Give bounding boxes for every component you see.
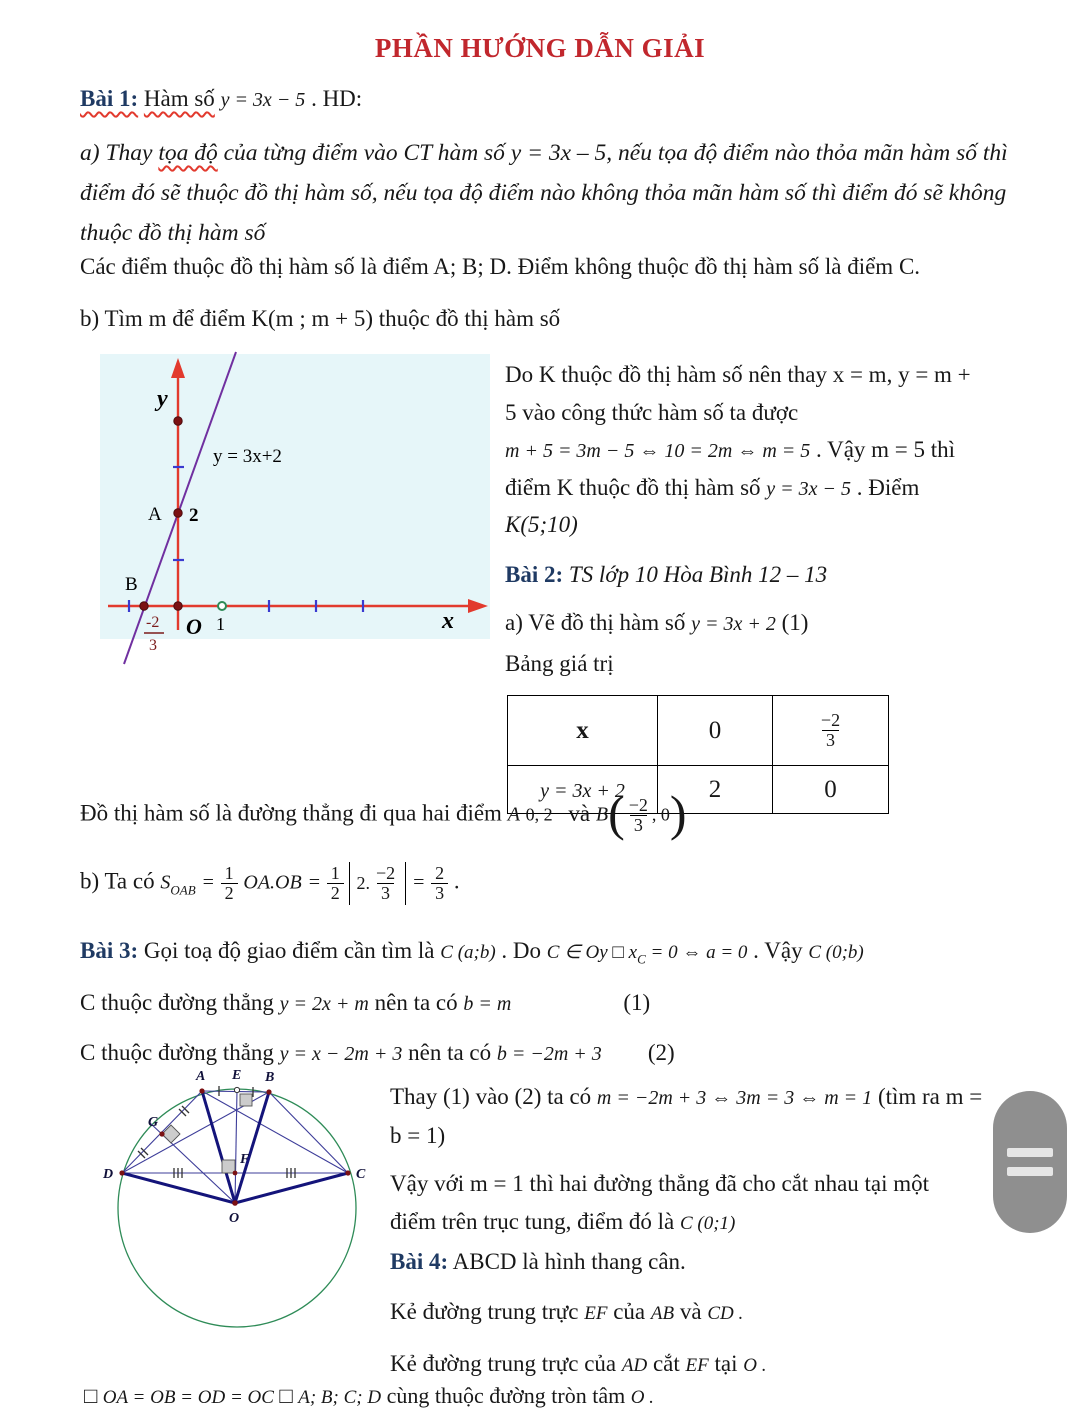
bai3-bai4-solution-column	[390, 1078, 1018, 1385]
bai1-heading	[80, 86, 362, 112]
ke1-ab: AB	[650, 1303, 675, 1324]
through-b-rest: , 0	[651, 804, 670, 825]
bai4-label: Bài 4:	[390, 1249, 449, 1274]
label-B: B	[265, 1070, 275, 1085]
para-a-pre: a) Thay	[80, 140, 159, 166]
ke1-pre: Kẻ đường trung trực	[390, 1299, 585, 1324]
label-C: C	[356, 1167, 366, 1182]
through-a-coords: 0, 2	[525, 804, 553, 825]
label-O: O	[229, 1211, 240, 1226]
bai2-label: Bài 2:	[505, 562, 564, 587]
svg-text:-2: -2	[146, 614, 160, 631]
c2-math2: b = −2m + 3	[496, 1043, 602, 1065]
bai1-hamso: Hàm số	[143, 86, 215, 111]
ke1-cd: CD .	[707, 1303, 744, 1324]
bai3-t1: Gọi toạ độ giao điểm cần tìm là	[138, 938, 441, 963]
point-F	[233, 1171, 238, 1176]
absolute-value	[349, 862, 406, 905]
para-a-rest: của từng điểm vào CT hàm số y = 3x – 5, nếu tọa độ điểm nào thỏa mãn hàm số thì điểm đó sẽ thuộc đồ thị hàm số, nếu tọa độ điểm nào không thỏa mãn hàm số thì điểm đó sẽ không thuộc đồ thị hàm số	[80, 140, 1008, 246]
vay2-math: C (0;1)	[679, 1213, 736, 1234]
bai2-part-a	[505, 604, 1017, 643]
point-C	[345, 1170, 350, 1175]
s-subscript: OAB	[170, 882, 196, 898]
sline-end: .	[453, 868, 460, 894]
bai1-part-b-line: b) Tìm m để điểm K(m ; m + 5) thuộc đồ thị hàm số	[80, 306, 561, 331]
bai1-points-line: Các điểm thuộc đồ thị hàm số là điểm A; B; D. Điểm không thuộc đồ thị hàm số là điểm C.	[80, 254, 921, 279]
label-E: E	[232, 1068, 242, 1083]
ke-line2	[390, 1345, 1018, 1385]
bai2-a-post: (1)	[775, 610, 809, 635]
bai2-a-pre: a) Vẽ đồ thị hàm số	[505, 610, 692, 635]
ksol-line3-text: . Vậy m = 5 thì	[810, 437, 956, 462]
through-b: B	[595, 803, 609, 826]
bai3-heading-line	[80, 938, 1040, 968]
equal-radii-math: OA = OB = OD = OC	[102, 1387, 274, 1408]
cell-x0: 0	[658, 696, 773, 766]
para-a-wavy: tọa độ	[158, 140, 218, 166]
through-va: và	[568, 800, 591, 826]
cell-y0: 0	[773, 766, 889, 814]
center-o-math: O .	[630, 1387, 654, 1408]
paren-open: (	[608, 785, 625, 842]
label-F: F	[240, 1152, 250, 1167]
through-a: A	[507, 803, 520, 826]
point-B	[140, 602, 148, 610]
c1-math2: b = m	[463, 993, 512, 1015]
origin-label: O	[186, 614, 202, 639]
c2-math: y = x − 2m + 3	[279, 1043, 403, 1065]
ksol-line2: 5 vào công thức hàm số ta được	[505, 400, 799, 425]
bai3-m2b: = 0 ⇔ a = 0	[645, 942, 748, 963]
bai3-t3: . Vậy	[747, 938, 809, 963]
ksol-point-k: K(5;10)	[505, 512, 578, 537]
bai3-m1: C (a;b)	[440, 942, 496, 963]
line-graph-y-3x-plus-2	[100, 350, 492, 668]
missing-glyph-box-1: □	[84, 1383, 98, 1408]
vay-line1: Vậy với m = 1 thì hai đường thẳng đã cho cắt nhau tại một	[390, 1171, 930, 1196]
c1-mid: nên ta có	[368, 990, 464, 1015]
vay-line2	[390, 1203, 1018, 1243]
conclusion-line	[84, 1383, 654, 1409]
x-axis-label: x	[442, 608, 454, 634]
thay-math: m = −2m + 3 ⇔ 3m = 3 ⇔ m = 1	[596, 1087, 873, 1109]
bai4-heading	[390, 1243, 1018, 1281]
missing-glyph-box-2: □	[279, 1383, 293, 1408]
trapezoid-circle-figure	[100, 1064, 372, 1354]
frac-neg-2-3: $\frac{-2}{3}$	[375, 863, 396, 903]
bai3-m2-subscript: C	[637, 951, 646, 967]
c1-pre: C thuộc đường thẳng	[80, 990, 280, 1015]
point-a-label: A	[148, 504, 162, 525]
sline-eq1: =	[201, 871, 215, 894]
point-O	[174, 602, 182, 610]
frac-1-2-b: $\frac{1}{2}$	[327, 864, 344, 903]
bai3-m2a: C ∈ Oy □ x	[546, 942, 638, 963]
point-B	[266, 1089, 271, 1094]
frac-1-2-a: $\frac{1}{2}$	[221, 864, 238, 903]
point-G	[159, 1131, 164, 1136]
bai3-t2: . Do	[495, 938, 547, 963]
c-line-1	[80, 990, 650, 1016]
bai1-formula: y = 3x − 5	[220, 89, 306, 111]
ksol-line3	[505, 432, 1017, 469]
thay-line	[390, 1078, 1018, 1117]
c1-number: (1)	[623, 990, 651, 1015]
y-axis-label: y	[157, 386, 168, 412]
c1-math: y = 2x + m	[279, 993, 369, 1015]
area-formula-line	[80, 862, 460, 905]
ksol-line1: Do K thuộc đồ thị hàm số nên thay x = m, y = m +	[505, 362, 971, 387]
bai3-label: Bài 3:	[80, 938, 139, 963]
ksol-line3-math: m + 5 = 3m − 5 ⇔ 10 = 2m ⇔ m = 5	[505, 440, 811, 462]
cell-y2: 2	[658, 766, 773, 814]
c2-number: (2)	[647, 1040, 675, 1065]
ke-line1	[390, 1293, 1018, 1333]
label-A: A	[196, 1069, 206, 1084]
label-G: G	[148, 1115, 159, 1130]
ke2-ef: EF	[685, 1355, 709, 1376]
point-A	[199, 1088, 204, 1093]
bai2-title: TS lớp 10 Hòa Bình 12 – 13	[563, 562, 828, 587]
through-pre: Đồ thị hàm số là đường thẳng đi qua hai điểm	[80, 800, 502, 826]
label-D: D	[103, 1167, 114, 1182]
bai1b-solution-column	[505, 356, 1017, 814]
x1-label: 1	[216, 614, 225, 634]
bai3-m3: C (0;b)	[808, 942, 864, 963]
s-symbol: S	[160, 871, 171, 894]
table-caption: Bảng giá trị	[505, 651, 614, 676]
point-E	[234, 1087, 239, 1092]
ke2-pre: Kẻ đường trung trực của	[390, 1351, 622, 1376]
hamburger-icon	[1007, 1148, 1053, 1157]
conclusion-text: cùng thuộc đường tròn tâm	[386, 1383, 631, 1408]
c2-pre: C thuộc đường thẳng	[80, 1040, 280, 1065]
vay2-pre: điểm trên trục tung, điểm đó là	[390, 1209, 680, 1234]
frac-2-3: $\frac{2}{3}$	[431, 864, 448, 903]
ke2-tai: tại	[708, 1351, 744, 1376]
table-row-x	[508, 696, 889, 766]
point-a-value: 2	[189, 505, 199, 526]
cell-y-header: y = 3x + 2	[540, 779, 625, 802]
cell-x-frac	[773, 696, 889, 766]
sline-eq3: =	[411, 871, 426, 894]
fraction-neg-2-3: $\frac{-2}{3}$	[820, 710, 841, 750]
svg-text:3: 3	[149, 637, 157, 654]
floating-menu-handle[interactable]	[993, 1091, 1067, 1233]
abs-pre: 2.	[356, 872, 370, 893]
ke2-mid: cắt	[647, 1351, 686, 1376]
bai1-label: Bài 1:	[80, 86, 139, 111]
ke1-va: và	[674, 1299, 708, 1324]
line-equation-label: y = 3x+2	[213, 446, 282, 467]
ke1-ef: EF	[584, 1303, 608, 1324]
sline-oaob: OA.OB	[243, 871, 302, 894]
ke2-ad: AD	[621, 1355, 648, 1376]
bai4-text: ABCD là hình thang cân.	[448, 1249, 686, 1274]
point-b-label: B	[125, 574, 138, 595]
bai2-a-math: y = 3x + 2	[691, 613, 776, 635]
ke2-o: O .	[743, 1355, 767, 1376]
point-D	[119, 1170, 124, 1175]
bai1-hd: . HD:	[311, 86, 363, 111]
ksol-line4	[505, 469, 1017, 508]
ksol-line4-math: y = 3x − 5	[766, 478, 852, 500]
c2-mid: nên ta có	[402, 1040, 497, 1065]
point-A	[174, 509, 182, 517]
cell-x-header: x	[508, 696, 658, 766]
page-title: PHẦN HƯỚNG DẪN GIẢI	[374, 33, 706, 63]
ksol-line4-post: . Điểm	[851, 475, 920, 500]
ksol-line4-pre: điểm K thuộc đồ thị hàm số	[505, 475, 767, 500]
points-list-math: A; B; C; D	[298, 1387, 382, 1408]
thay-post: (tìm ra m =	[872, 1084, 983, 1109]
thay-pre: Thay (1) vào (2) ta có	[390, 1084, 597, 1109]
sline-pre: b) Ta có	[80, 868, 161, 894]
hamburger-icon	[1007, 1167, 1053, 1176]
bai2-heading	[505, 556, 1017, 594]
b1-line: b = 1)	[390, 1123, 446, 1148]
sline-eq2: =	[307, 871, 321, 894]
paren-close: )	[669, 785, 687, 842]
bai1-paragraph-a	[80, 133, 1018, 253]
ke1-mid: của	[607, 1299, 651, 1324]
construction-lines	[122, 1090, 348, 1203]
c-line-2	[80, 1040, 675, 1066]
point-x1	[218, 602, 226, 610]
through-b-fraction: $\frac{-2}{3}$	[628, 795, 648, 835]
point-O	[232, 1200, 238, 1206]
